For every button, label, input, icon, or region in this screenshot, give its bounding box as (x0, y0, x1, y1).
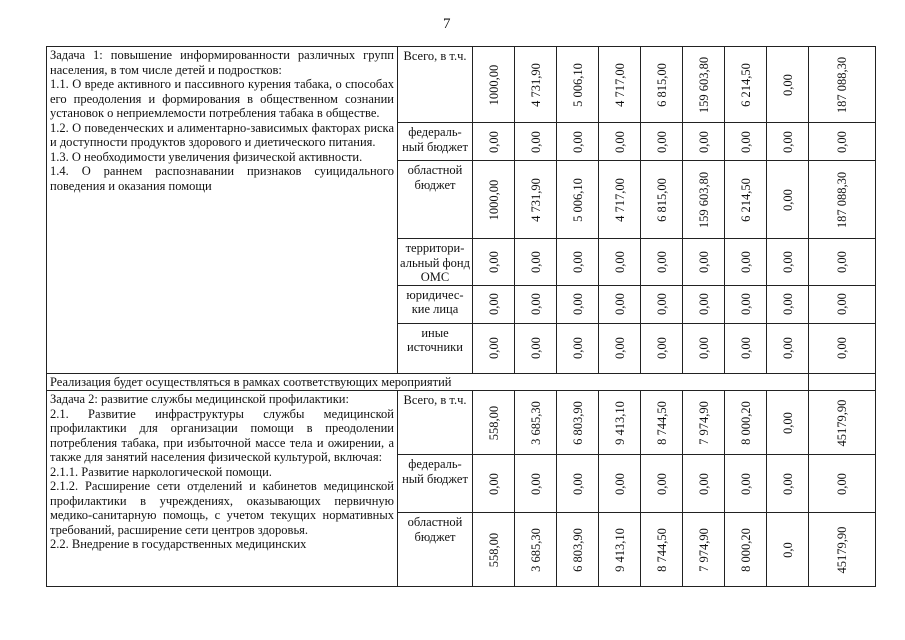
amount-value: 0,00 (570, 130, 585, 153)
amount-value: 0,00 (780, 337, 795, 359)
amount-cell (599, 391, 641, 455)
amount-cell (683, 123, 725, 161)
task-line: Задача 2: развитие службы медицинской профилактики: (50, 392, 349, 406)
amount-cell (473, 47, 515, 123)
amount-value: 159 603,80 (696, 56, 711, 113)
amount-cell (641, 391, 683, 455)
amount-value: 0,00 (486, 250, 501, 273)
note-text: Реализация будет осуществляться в рамках соответствующих мероприятий (47, 373, 809, 391)
amount-cell (683, 285, 725, 323)
amount-value: 0,00 (696, 130, 711, 153)
amount-value: 0,00 (834, 130, 849, 153)
amount-value: 4 717,00 (612, 177, 627, 222)
funding-source: федераль-ный бюджет (398, 123, 473, 161)
amount-value: 0,00 (834, 293, 849, 315)
amount-cell (725, 47, 767, 123)
amount-cell (557, 323, 599, 373)
amount-cell (767, 239, 809, 286)
amount-cell (557, 161, 599, 239)
amount-cell (641, 239, 683, 286)
amount-value: 8 744,50 (654, 527, 669, 572)
amount-cell (683, 455, 725, 513)
amount-cell (725, 513, 767, 587)
funding-source: федераль-ный бюджет (398, 455, 473, 513)
amount-value: 0,00 (834, 472, 849, 495)
amount-cell (767, 323, 809, 373)
task-line: 2.1.2. Расширение сети отделений и кабинетов медицинской профилактики в учреждениях, оказывающих первичную медико-санитарную помощь, с учетом текущих нормативных требований, расширение сети центров здоровья. (50, 479, 394, 537)
funding-source: Всего, в т.ч. (398, 47, 473, 123)
amount-value: 0,00 (654, 250, 669, 273)
amount-cell (767, 391, 809, 455)
amount-cell (683, 161, 725, 239)
amount-value: 187 088,30 (834, 56, 849, 113)
funding-source: Всего, в т.ч. (398, 391, 473, 455)
amount-value: 0,00 (780, 411, 795, 434)
amount-cell (515, 239, 557, 286)
amount-cell (515, 513, 557, 587)
amount-cell (683, 391, 725, 455)
amount-value: 0,00 (612, 130, 627, 153)
amount-value: 3 685,30 (528, 527, 543, 572)
amount-cell (599, 239, 641, 286)
amount-cell (641, 323, 683, 373)
table-row (47, 391, 876, 455)
amount-cell (767, 285, 809, 323)
amount-value: 0,00 (696, 293, 711, 315)
amount-value: 0,00 (570, 337, 585, 359)
amount-cell (599, 123, 641, 161)
amount-value: 0,00 (654, 130, 669, 153)
amount-value: 0,00 (738, 337, 753, 359)
amount-cell (725, 391, 767, 455)
amount-cell (473, 391, 515, 455)
funding-source: юридичес-кие лица (398, 285, 473, 323)
amount-value: 9 413,10 (612, 400, 627, 445)
amount-cell (809, 391, 876, 455)
funding-source: областной бюджет (398, 161, 473, 239)
amount-cell (557, 513, 599, 587)
amount-value: 8 000,20 (738, 400, 753, 445)
amount-cell (515, 123, 557, 161)
task1-description (47, 47, 398, 374)
amount-cell (641, 455, 683, 513)
amount-value: 6 815,00 (654, 177, 669, 222)
amount-cell (599, 513, 641, 587)
funding-source: иные источники (398, 323, 473, 373)
amount-cell (767, 161, 809, 239)
amount-value: 6 214,50 (738, 62, 753, 107)
amount-value: 45179,90 (834, 526, 849, 573)
amount-cell (473, 323, 515, 373)
amount-cell (809, 285, 876, 323)
task-line: 1.1. О вреде активного и пассивного курения табака, о способах его преодоления и формирования в общественном сознании установок о неприемлемости потребления табака в обществе. (50, 77, 394, 120)
amount-cell (641, 285, 683, 323)
amount-value: 159 603,80 (696, 171, 711, 228)
amount-value: 6 803,90 (570, 400, 585, 445)
budget-table (46, 46, 876, 587)
task-line: 1.3. О необходимости увеличения физической активности. (50, 149, 363, 164)
amount-cell (767, 513, 809, 587)
amount-cell (473, 513, 515, 587)
amount-cell (557, 285, 599, 323)
amount-value: 0,00 (528, 130, 543, 153)
amount-value: 3 685,30 (528, 400, 543, 445)
amount-cell (809, 123, 876, 161)
amount-value: 0,00 (654, 337, 669, 359)
amount-value: 9 413,10 (612, 527, 627, 572)
table-row (47, 47, 876, 123)
amount-value: 0,00 (612, 250, 627, 273)
amount-value: 0,00 (528, 472, 543, 495)
page-number: 7 (443, 16, 451, 32)
amount-cell (641, 513, 683, 587)
amount-cell (557, 391, 599, 455)
amount-value: 0,00 (696, 472, 711, 495)
amount-value: 558,00 (486, 405, 501, 440)
amount-value: 0,00 (780, 73, 795, 96)
amount-cell (515, 47, 557, 123)
amount-value: 0,00 (570, 250, 585, 273)
amount-cell (599, 285, 641, 323)
amount-value: 6 214,50 (738, 177, 753, 222)
amount-cell (809, 161, 876, 239)
task-line: 2.1. Развитие инфраструктуры службы медицинской профилактики для организации помощи в преодолении потребления табака, при избыточной массе тела и ожирении, а также для занятий населения физической культурой, включая: (50, 406, 394, 464)
note-empty-cell (809, 373, 876, 391)
amount-value: 0,00 (780, 250, 795, 273)
amount-value: 4 731,90 (528, 177, 543, 222)
amount-cell (809, 239, 876, 286)
amount-value: 0,00 (528, 337, 543, 359)
amount-value: 0,00 (696, 337, 711, 359)
amount-cell (725, 161, 767, 239)
amount-value: 1000,00 (486, 64, 501, 105)
amount-value: 0,00 (528, 250, 543, 273)
amount-value: 45179,90 (834, 399, 849, 446)
amount-cell (809, 47, 876, 123)
amount-cell (641, 123, 683, 161)
task-line: 1.2. О поведенческих и алиментарно-зависимых факторах риска и доступности продуктов здорового и диетического питания. (50, 120, 394, 149)
amount-cell (725, 323, 767, 373)
amount-cell (641, 161, 683, 239)
amount-cell (767, 455, 809, 513)
amount-cell (557, 455, 599, 513)
note-row (47, 373, 876, 391)
amount-value: 0,00 (570, 472, 585, 495)
amount-cell (557, 47, 599, 123)
funding-source: территори-альный фонд ОМС (398, 239, 473, 286)
amount-value: 0,00 (528, 293, 543, 315)
amount-value: 0,00 (780, 293, 795, 315)
amount-cell (473, 123, 515, 161)
task-line: Задача 1: повышение информированности различных групп населения, в том числе детей и подростков: (50, 48, 394, 77)
task-line: 2.1.1. Развитие наркологической помощи. (50, 464, 272, 479)
amount-cell (515, 161, 557, 239)
amount-value: 5 006,10 (570, 177, 585, 222)
amount-value: 0,00 (612, 293, 627, 315)
amount-cell (515, 455, 557, 513)
amount-value: 0,00 (834, 337, 849, 359)
amount-value: 0,00 (486, 130, 501, 153)
amount-cell (515, 285, 557, 323)
amount-cell (641, 47, 683, 123)
task-line: 1.4. О раннем распознавании признаков суицидального поведения и оказания помощи (50, 164, 394, 193)
amount-cell (473, 239, 515, 286)
amount-value: 7 974,90 (696, 400, 711, 445)
amount-value: 187 088,30 (834, 171, 849, 228)
task-line: 2.2. Внедрение в государственных медицинских (50, 537, 307, 551)
amount-value: 558,00 (486, 532, 501, 567)
amount-cell (683, 513, 725, 587)
amount-value: 5 006,10 (570, 62, 585, 107)
amount-value: 4 731,90 (528, 62, 543, 107)
amount-value: 0,00 (696, 250, 711, 273)
amount-value: 0,00 (780, 130, 795, 153)
amount-cell (683, 239, 725, 286)
amount-cell (683, 323, 725, 373)
amount-cell (473, 285, 515, 323)
amount-value: 7 974,90 (696, 527, 711, 572)
amount-cell (809, 323, 876, 373)
amount-value: 0,00 (738, 472, 753, 495)
amount-value: 0,00 (486, 337, 501, 359)
amount-cell (473, 161, 515, 239)
amount-value: 8 744,50 (654, 400, 669, 445)
amount-value: 0,00 (486, 472, 501, 495)
amount-value: 0,00 (654, 472, 669, 495)
amount-value: 1000,00 (486, 179, 501, 220)
amount-cell (767, 47, 809, 123)
amount-value: 0,00 (780, 472, 795, 495)
amount-cell (725, 239, 767, 286)
amount-value: 0,00 (570, 293, 585, 315)
amount-cell (557, 239, 599, 286)
amount-cell (473, 455, 515, 513)
amount-cell (725, 285, 767, 323)
amount-value: 0,00 (738, 250, 753, 273)
amount-cell (725, 455, 767, 513)
amount-value: 0,00 (654, 293, 669, 315)
amount-cell (809, 513, 876, 587)
funding-source: областной бюджет (398, 513, 473, 587)
amount-cell (683, 47, 725, 123)
amount-cell (809, 455, 876, 513)
amount-value: 6 815,00 (654, 62, 669, 107)
amount-value: 0,0 (780, 541, 795, 558)
amount-cell (599, 161, 641, 239)
amount-cell (515, 323, 557, 373)
amount-cell (725, 123, 767, 161)
amount-value: 0,00 (834, 250, 849, 273)
amount-value: 0,00 (780, 188, 795, 211)
amount-cell (515, 391, 557, 455)
amount-value: 8 000,20 (738, 527, 753, 572)
amount-value: 4 717,00 (612, 62, 627, 107)
amount-value: 0,00 (738, 293, 753, 315)
amount-value: 0,00 (486, 293, 501, 315)
amount-cell (599, 323, 641, 373)
amount-value: 6 803,90 (570, 527, 585, 572)
amount-cell (557, 123, 599, 161)
amount-cell (767, 123, 809, 161)
amount-cell (599, 47, 641, 123)
amount-cell (599, 455, 641, 513)
amount-value: 0,00 (612, 472, 627, 495)
task2-description (47, 391, 398, 587)
amount-value: 0,00 (612, 337, 627, 359)
amount-value: 0,00 (738, 130, 753, 153)
